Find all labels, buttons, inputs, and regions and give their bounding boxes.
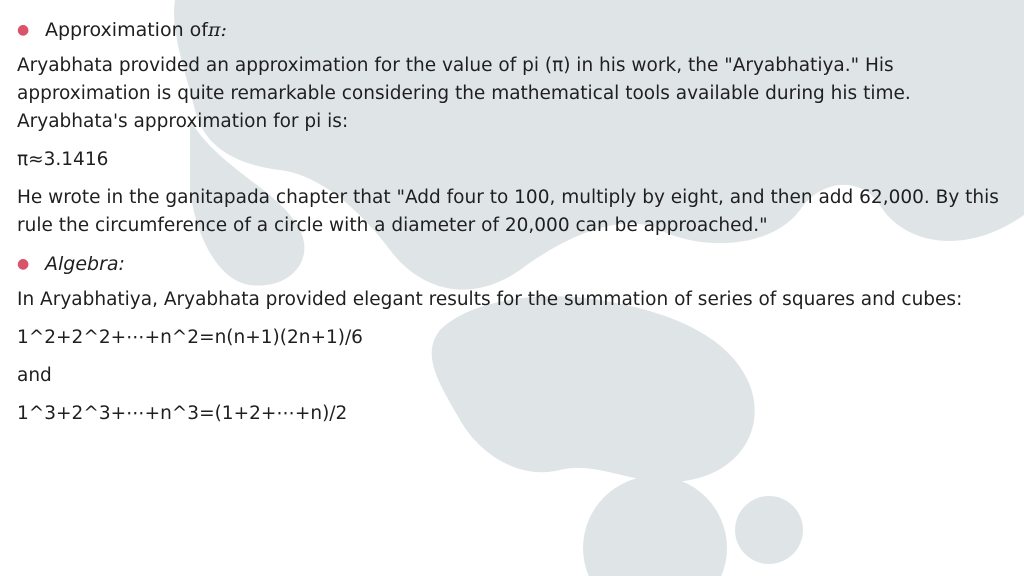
paragraph-aryabhatiya-intro: Aryabhata provided an approximation for the value of pi (π) in his work, the "Aryabhatiya." His approximation is quite remarkable considering the mathematical tools available during his time. Aryabhata's approximation for pi is:: [17, 55, 911, 132]
pi-symbol: π:: [207, 19, 227, 41]
slide-content: [17, 14, 1007, 428]
paragraph-series-summation: In Aryabhatiya, Aryabhata provided elegant results for the summation of series of squares and cubes:: [17, 289, 963, 310]
formula-sum-of-squares: 1^2+2^2+⋯+n^2=n(n+1)(2n+1)/6: [17, 327, 363, 348]
bullet-dot-icon: ●: [17, 256, 30, 272]
bullet-dot-icon: ●: [17, 22, 30, 38]
formula-sum-of-cubes: 1^3+2^3+⋯+n^3=(1+2+⋯+n)/2: [17, 403, 348, 424]
bullet-label: Approximation of: [45, 19, 208, 41]
bullet-algebra: [17, 248, 1007, 280]
paragraph-ganitapada: He wrote in the ganitapada chapter that "Add four to 100, multiply by eight, and then add 62,000. By this rule the circumference of a circle with a diameter of 20,000 can be approached.": [17, 187, 999, 236]
bullet-label: Algebra:: [45, 253, 125, 275]
decor-circle-small: [735, 496, 803, 564]
decor-circle-large: [583, 476, 727, 576]
connector-and: and: [17, 365, 52, 386]
bullet-approximation-of-pi: [17, 14, 1007, 46]
pi-approximation-value: π≈3.1416: [17, 149, 109, 170]
